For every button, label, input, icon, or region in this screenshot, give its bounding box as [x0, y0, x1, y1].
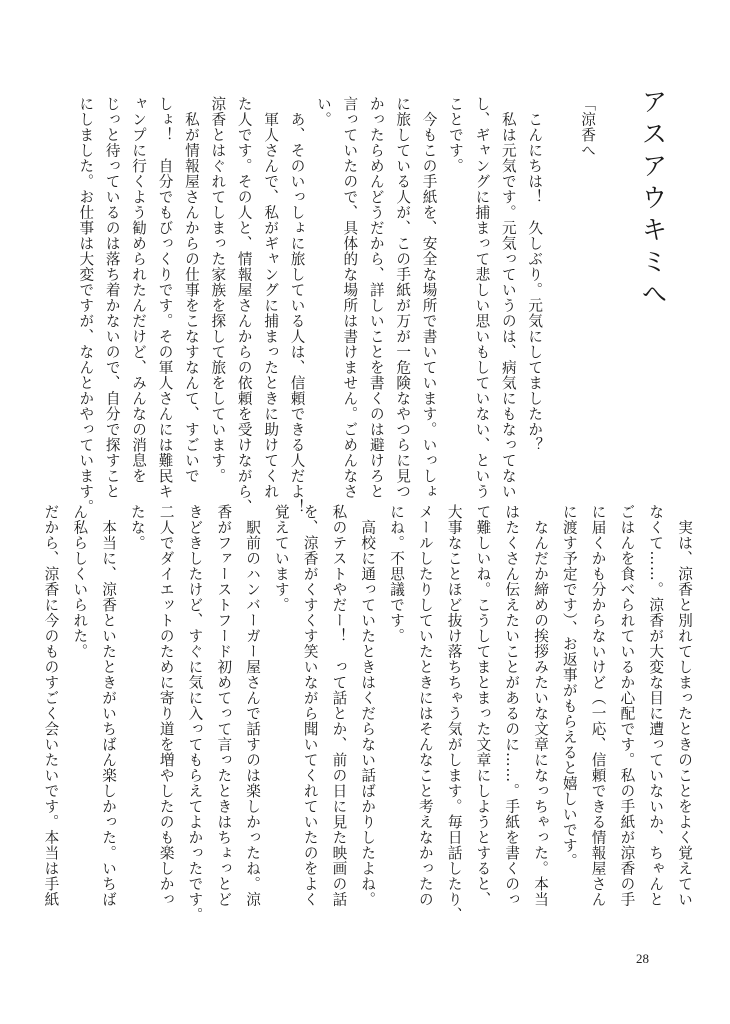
letter-text-lower: 実は、涼香と別れてしまったときのことをよく覚えてい なくて……。涼香が大変な目に遭っていないか、ちゃんと ごはんを食べられているか心配です。私の手紙が涼香の手 に届くかも分からないけど（一応、信頼できる情報屋さん に渡す予定です）、お返事がもらえると嬉しいです。 なんだか締めの挨拶みたいな文章になっちゃった。本当 はたくさん伝えたいことがあるのに……。手紙を書くのっ て難しいね。こうしてまとまった文章にしようとすると、 大事なことほど抜け落ちちゃう気がします。毎日話したり、 メールしたりしていたときにはそんなこと考えなかったの にね。不思議です。 高校に通っていたときはくだらない話ばかりしたよね。 私のテストやだー！ って話とか、前の日に見た映画の話 を、涼香がくすくす笑いながら聞いてくれていたのをよく 覚えています。 駅前のハンバーガー屋さんで話すのは楽しかったね。涼 香がファーストフード初めてって言ったときはちょっとど きどきしたけど、すぐに気に入ってもらえてよかったです。 二人でダイエットのために寄り道を増やしたのも楽しかっ たな。 本当に、涼香といたときがいちばん楽しかった。いちば ん私らしくいられた。 だから、涼香に今のものすごく会いたいです。本当は手紙: [42, 504, 693, 923]
page-number: 28: [636, 951, 649, 966]
page-title: アスアウキミへ: [637, 88, 667, 312]
letter-text-upper: 「涼香へ こんにちは！ 久しぶり。元気にしてましたか？ 私は元気です。元気っていうのは、病気にもなってない し、ギャングに捕まって悲しい思いもしていない、という ことです。 今もこの手紙を、安全な場所で書いています。いっしょ に旅している人が、この手紙が万が一危険なやつらに見つ かったらめんどうだから、詳しいことを書くのは避けろと 言っていたので、具体的な場所は書けません。ごめんなさ い。 あ、そのいっしょに旅している人は、信頼できる人だよ！ 軍人さんで、私がギャングに捕まったときに助けてくれ た人です。その人と、情報屋さんからの依頼を受けながら、 涼香とはぐれてしまった家族を探して旅をしています。 私が情報屋さんからの仕事をこなすなんて、すごいで しょ！ 自分でもびっくりです。その軍人さんには難民キ ャンプに行くよう勧められたんだけど、みんなの消息を じっと待っているのは落ち着かないので、自分で探すこと にしました。お仕事は大変ですが、なんとかやっています。: [77, 96, 596, 515]
